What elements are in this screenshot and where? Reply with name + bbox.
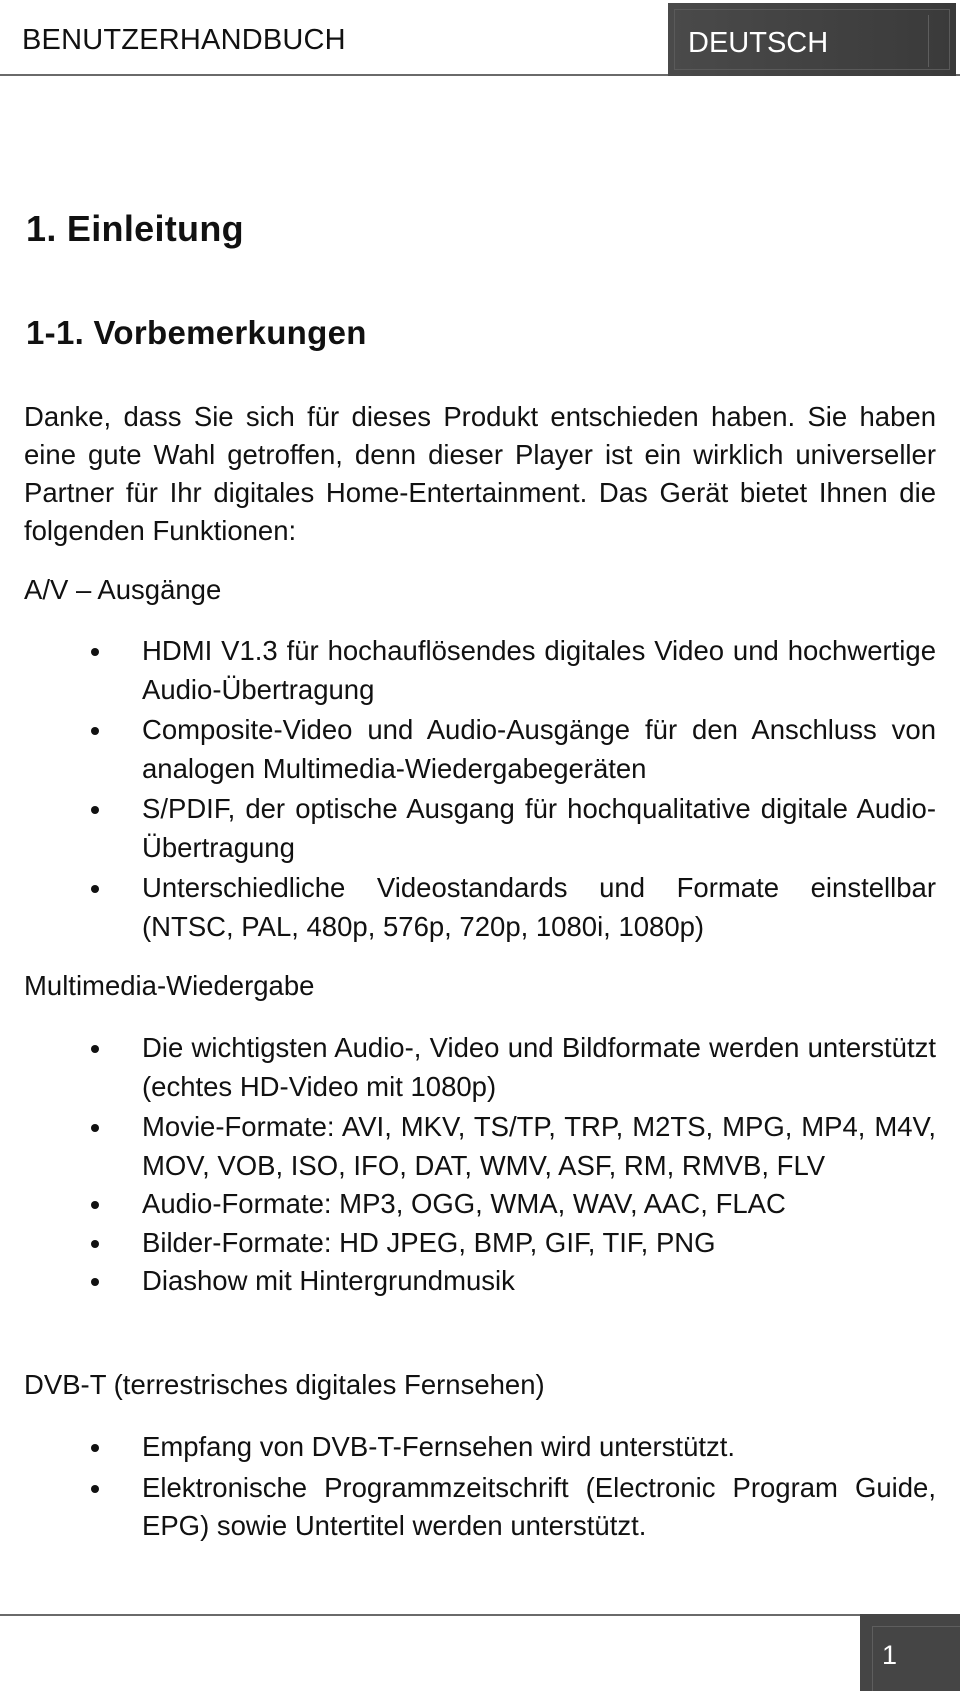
bullet-icon <box>91 1278 99 1286</box>
list-item: Elektronische Programmzeitschrift (Electronic Program Guide, EPG) sowie Untertitel werden unterstützt. <box>0 1469 936 1546</box>
section-heading-multimedia: Multimedia-Wiedergabe <box>24 970 315 1001</box>
chapter-title: 1. Einleitung <box>26 208 244 249</box>
list-item: Die wichtigsten Audio-, Video und Bildformate werden unterstützt (echtes HD-Video mit 1080p) <box>0 1029 936 1106</box>
list-item: Movie-Formate: AVI, MKV, TS/TP, TRP, M2TS, MPG, MP4, M4V, MOV, VOB, ISO, IFO, DAT, WMV, ASF, RM, RMVB, FLV <box>0 1108 936 1185</box>
bullet-icon <box>91 1485 99 1493</box>
list-item: Composite-Video und Audio-Ausgänge für den Anschluss von analogen Multimedia-Wiedergabegeräten <box>0 711 936 788</box>
page-number: 1 <box>882 1640 898 1670</box>
bullet-icon <box>91 727 99 735</box>
multimedia-list <box>0 1029 936 1301</box>
section-heading-dvbt: DVB-T (terrestrisches digitales Fernsehen) <box>24 1369 545 1400</box>
list-item: Bilder-Formate: HD JPEG, BMP, GIF, TIF, PNG <box>0 1224 936 1263</box>
bullet-icon <box>91 885 99 893</box>
manual-title: BENUTZERHANDBUCH <box>22 24 346 56</box>
bullet-icon <box>91 1201 99 1209</box>
section-title: 1-1. Vorbemerkungen <box>26 314 367 351</box>
section-heading-av-outputs: A/V – Ausgänge <box>24 574 222 605</box>
bullet-icon <box>91 1444 99 1452</box>
av-outputs-list <box>0 632 936 946</box>
language-tab-tick <box>928 15 929 67</box>
bullet-icon <box>91 806 99 814</box>
list-item: Diashow mit Hintergrundmusik <box>0 1262 936 1301</box>
footer-divider <box>0 1614 960 1616</box>
language-label: DEUTSCH <box>688 27 829 59</box>
language-tab <box>668 3 956 76</box>
page-number-box <box>860 1614 960 1691</box>
bullet-icon <box>91 648 99 656</box>
bullet-icon <box>91 1124 99 1132</box>
list-item: Audio-Formate: MP3, OGG, WMA, WAV, AAC, FLAC <box>0 1185 936 1224</box>
list-item: Empfang von DVB-T-Fernsehen wird unterstützt. <box>0 1428 936 1467</box>
intro-paragraph: Danke, dass Sie sich für dieses Produkt entschieden haben. Sie haben eine gute Wahl getroffen, denn dieser Player ist ein wirklich universeller Partner für Ihr digitales Home-Entertainment. Das Gerät bietet Ihnen die folgenden Funktionen: <box>24 401 936 546</box>
list-item: HDMI V1.3 für hochauflösendes digitales Video und hochwertige Audio-Übertragung <box>0 632 936 709</box>
list-item: S/PDIF, der optische Ausgang für hochqualitative digitale Audio-Übertragung <box>0 790 936 867</box>
list-item: Unterschiedliche Videostandards und Formate einstellbar (NTSC, PAL, 480p, 576p, 720p, 1080i, 1080p) <box>0 869 936 946</box>
bullet-icon <box>91 1045 99 1053</box>
dvbt-list <box>0 1428 936 1546</box>
bullet-icon <box>91 1240 99 1248</box>
